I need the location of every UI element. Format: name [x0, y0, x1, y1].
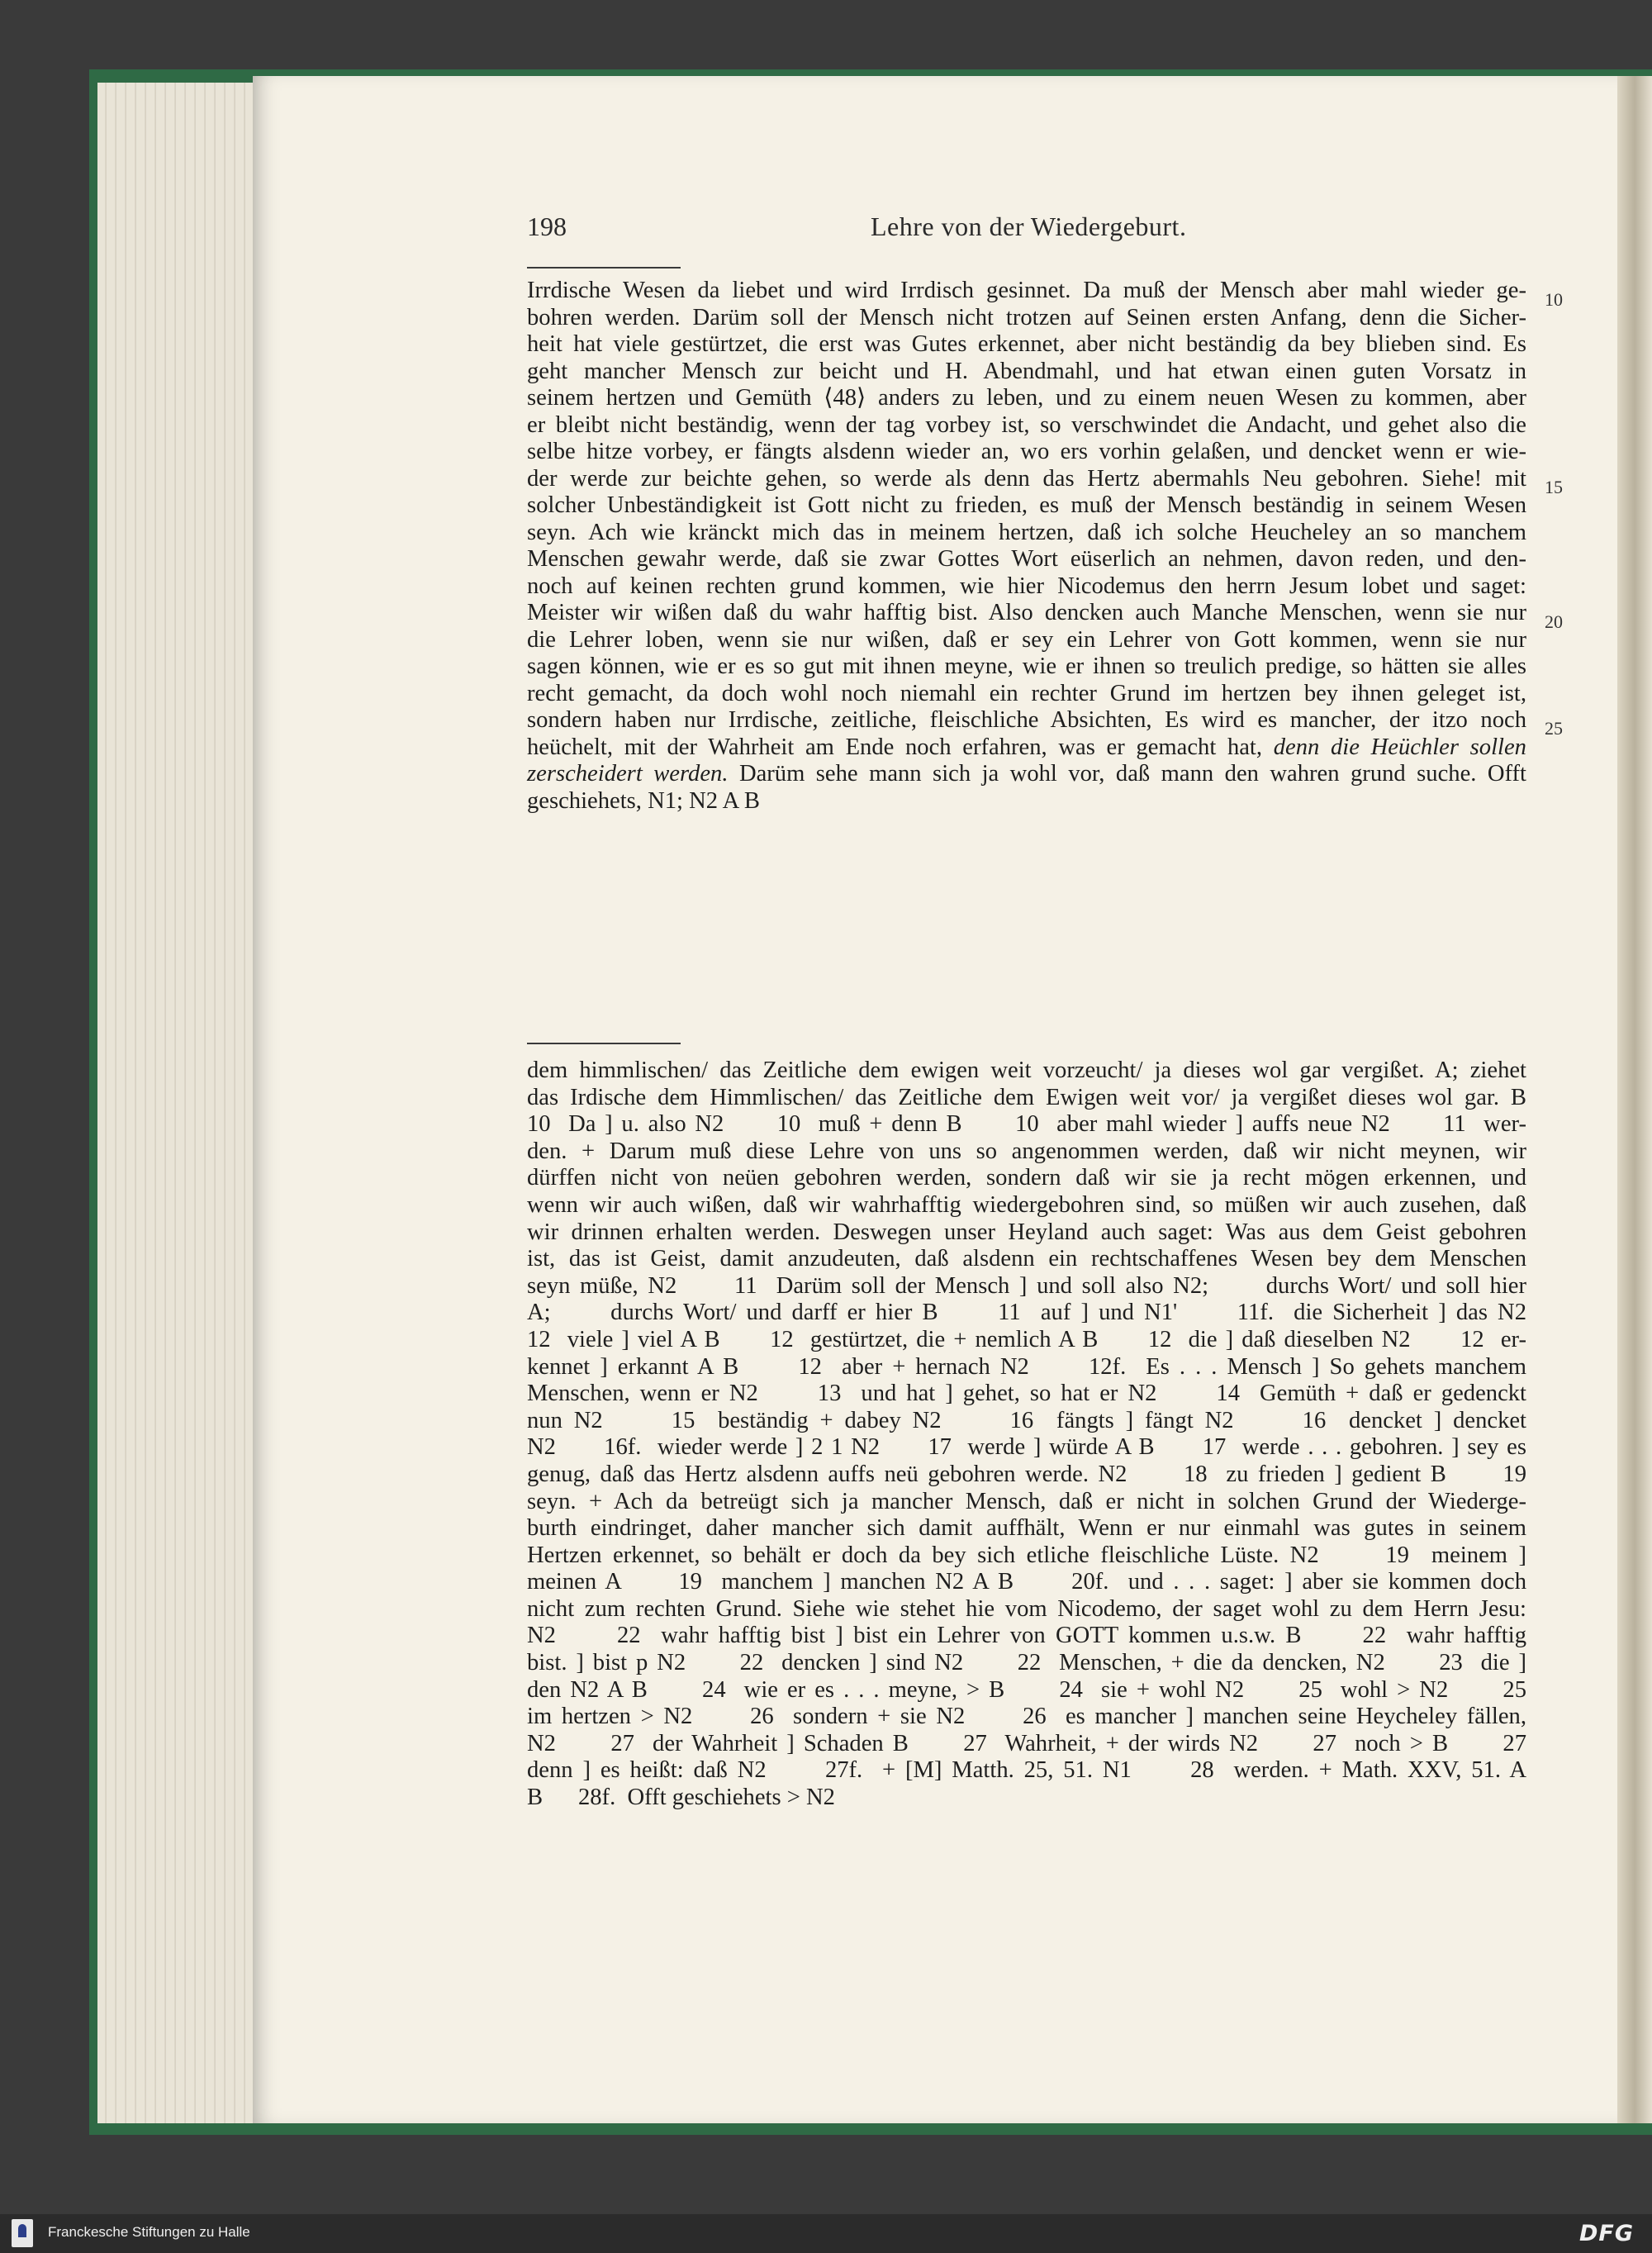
- text-line: sagen können, wie er es so gut mit ihnen meyne, wie er ihnen so treulich predige, so hätten sie alles: [527, 654, 1526, 679]
- apparatus-line: seyn müße, N2 11 Darüm soll der Mensch ] und soll also N2; durchs Wort/ und soll hier: [527, 1272, 1526, 1299]
- text-line: der werde zur beichte gehen, so werde als denn das Hertz abermahls Neu gebohren. Siehe! mit: [527, 465, 1526, 492]
- apparatus-line: Menschen, wenn er N2 13 und hat ] gehet, so hat er N2 14 Gemüth + daß er gedenckt: [527, 1381, 1526, 1407]
- text-line: heüchelt, mit der Wahrheit am Ende noch erfahren, was er gemacht hat, denn die Heüchler sollen: [527, 734, 1526, 760]
- dfg-logo: DFG: [1578, 2221, 1634, 2246]
- text-line: zerscheidert werden. Darüm sehe mann sich ja wohl vor, daß mann den wahren grund suche. Offt: [527, 761, 1526, 787]
- text-line: Irrdische Wesen da liebet und wird Irrdisch gesinnet. Da muß der Mensch aber mahl wieder ge-: [527, 278, 1526, 303]
- apparatus-line: N2 16f. wieder werde ] 2 1 N2 17 werde ] würde A B 17 werde . . . gebohren. ] sey es: [527, 1434, 1526, 1461]
- apparatus-line: den N2 A B 24 wie er es . . . meyne, > B 24 sie + wohl N2 25 wohl > N2 25: [527, 1676, 1526, 1703]
- apparatus-line: im hertzen > N2 26 sondern + sie N2 26 es mancher ] manchen seine Heycheley fällen,: [527, 1704, 1526, 1730]
- apparatus-line: genug, daß das Hertz alsdenn auffs neü gebohren werde. N2 18 zu frieden ] gedient B 19: [527, 1461, 1526, 1487]
- apparatus-line: dem himmlischen/ das Zeitliche dem ewigen weit vorzeucht/ ja dieses wol gar vergißet. A; ziehet: [527, 1058, 1526, 1083]
- institution-logo-icon: [12, 2219, 33, 2247]
- text-line: geschiehets, N1; N2 A B: [527, 787, 760, 814]
- apparatus-line: das Irdische dem Himmlischen/ das Zeitliche dem Ewigen weit vor/ ja vergißet dieses wol gar. B: [527, 1084, 1526, 1110]
- apparatus-line: B 28f. Offt geschiehets > N2: [527, 1785, 835, 1811]
- apparatus-line: kennet ] erkannt A B 12 aber + hernach N2 12f. Es . . . Mensch ] So gehets manchem: [527, 1353, 1526, 1380]
- apparatus-line: A; durchs Wort/ und darff er hier B 11 auf ] und N1' 11f. die Sicherheit ] das N2: [527, 1300, 1526, 1326]
- apparatus-rule: [527, 1043, 681, 1044]
- page-stack-edges: [97, 83, 256, 2123]
- text-line: solcher Unbeständigkeit ist Gott nicht zu frieden, es muß der Mensch beständig in seinem Wesen: [527, 492, 1526, 518]
- line-number: 20: [1545, 611, 1563, 632]
- main-text-block: [527, 278, 1526, 815]
- page-number: 198: [527, 212, 567, 241]
- running-title: Lehre von der Wiedergeburt.: [871, 212, 1187, 241]
- apparatus-line: den. + Darum muß diese Lehre von uns so angenommen werden, daß wir nicht meynen, wir: [527, 1138, 1526, 1164]
- apparatus-line: meinen A 19 manchem ] manchen N2 A B 20f. und . . . saget: ] aber sie kommen doch: [527, 1569, 1526, 1595]
- critical-apparatus: [527, 1058, 1526, 1812]
- apparatus-line: N2 22 wahr hafftig bist ] bist ein Lehrer von GOTT kommen u.s.w. B 22 wahr hafftig: [527, 1623, 1526, 1649]
- line-number: 15: [1545, 477, 1563, 497]
- text-line: selbe hitze vorbey, er fängts alsdenn wieder an, wo ers vorhin gelaßen, und dencket wenn er wie-: [527, 439, 1526, 464]
- apparatus-line: denn ] es heißt: daß N2 27f. + [M] Matth. 25, 51. N1 28 werden. + Math. XXV, 51. A: [527, 1757, 1526, 1784]
- apparatus-line: burth eindringet, daher mancher sich damit auffhält, Wenn er nur einmahl was gutes in seinem: [527, 1515, 1526, 1542]
- text-line: heit hat viele gestürtzet, die erst was Gutes erkennet, aber nicht beständig da bey blieben sind. Es: [527, 331, 1526, 357]
- text-line: bohren werden. Darüm soll der Mensch nicht trotzen auf Seinen ersten Anfang, denn die Sicher-: [527, 304, 1526, 330]
- text-line: noch auf keinen rechten grund kommen, wie hier Nicodemus den herrn Jesum lobet und saget:: [527, 573, 1526, 599]
- line-number: 25: [1545, 718, 1563, 739]
- text-line: seyn. Ach wie kränckt mich das in meinem hertzen, daß ich solche Heucheley an so manchem: [527, 519, 1526, 545]
- apparatus-line: ist, das ist Geist, damit anzudeuten, daß alsdenn ein rechtschaffenes Wesen bey dem Menschen: [527, 1246, 1526, 1272]
- text-line: recht gemacht, da doch wohl noch niemahl ein rechter Grund im hertzen bey ihnen geleget ist,: [527, 680, 1526, 706]
- apparatus-line: N2 27 der Wahrheit ] Schaden B 27 Wahrheit, + der wirds N2 27 noch > B 27: [527, 1730, 1526, 1756]
- line-number: 10: [1545, 289, 1563, 310]
- text-line: er bleibt nicht beständig, wenn der tag vorbey ist, so verschwindet die Andacht, und gehet also die: [527, 411, 1526, 438]
- page-gutter-right: [1617, 76, 1652, 2123]
- apparatus-line: wir drinnen erhalten werden. Deswegen unser Heyland auch saget: Was aus dem Geist gebohren: [527, 1219, 1526, 1245]
- text-line: Meister wir wißen daß du wahr hafftig bist. Also dencken auch Manche Menschen, wenn sie nur: [527, 600, 1526, 625]
- text-line: die Lehrer loben, wenn sie nur wißen, daß er sey ein Lehrer von Gott kommen, wenn sie nur: [527, 626, 1526, 653]
- institution-name: Franckesche Stiftungen zu Halle: [48, 2224, 250, 2240]
- apparatus-line: nun N2 15 beständig + dabey N2 16 fängts ] fängt N2 16 dencket ] dencket: [527, 1407, 1526, 1433]
- apparatus-line: bist. ] bist p N2 22 dencken ] sind N2 22 Menschen, + die da dencken, N2 23 die ]: [527, 1650, 1526, 1676]
- apparatus-line: 12 viele ] viel A B 12 gestürtzet, die + nemlich A B 12 die ] daß dieselben N2 12 er-: [527, 1326, 1526, 1352]
- apparatus-line: Hertzen erkennet, so behält er doch da bey sich etliche fleischliche Lüste. N2 19 meinem ]: [527, 1542, 1526, 1568]
- top-rule: [527, 267, 681, 269]
- apparatus-line: dürffen nicht von neüen gebohren werden, sondern daß wir sie ja recht mögen erkennen, und: [527, 1165, 1526, 1191]
- text-line: Menschen gewahr werde, daß sie zwar Gottes Wort eüserlich an nehmen, davon reden, und den-: [527, 546, 1526, 572]
- apparatus-line: 10 Da ] u. also N2 10 muß + denn B 10 aber mahl wieder ] auffs neue N2 11 wer-: [527, 1111, 1526, 1138]
- text-line: sondern haben nur Irrdische, zeitliche, fleischliche Absichten, Es wird es mancher, der itzo noch: [527, 707, 1526, 733]
- text-line: geht mancher Mensch zur beicht und H. Abendmahl, und hat etwan einen guten Vorsatz in: [527, 358, 1526, 384]
- apparatus-line: wenn wir auch wißen, daß wir wahrhafftig wiedergebohren sind, so müßen wir auch zusehen, daß: [527, 1191, 1526, 1218]
- text-line: seinem hertzen und Gemüth ⟨48⟩ anders zu leben, und zu einem neuen Wesen zu kommen, aber: [527, 385, 1526, 411]
- apparatus-line: nicht zum rechten Grund. Siehe wie stehet hie vom Nicodemo, der saget wohl zu dem Herrn Jesu:: [527, 1595, 1526, 1622]
- apparatus-line: seyn. + Ach da betreügt sich ja mancher Mensch, daß er nicht in solchen Grund der Wiederge-: [527, 1488, 1526, 1514]
